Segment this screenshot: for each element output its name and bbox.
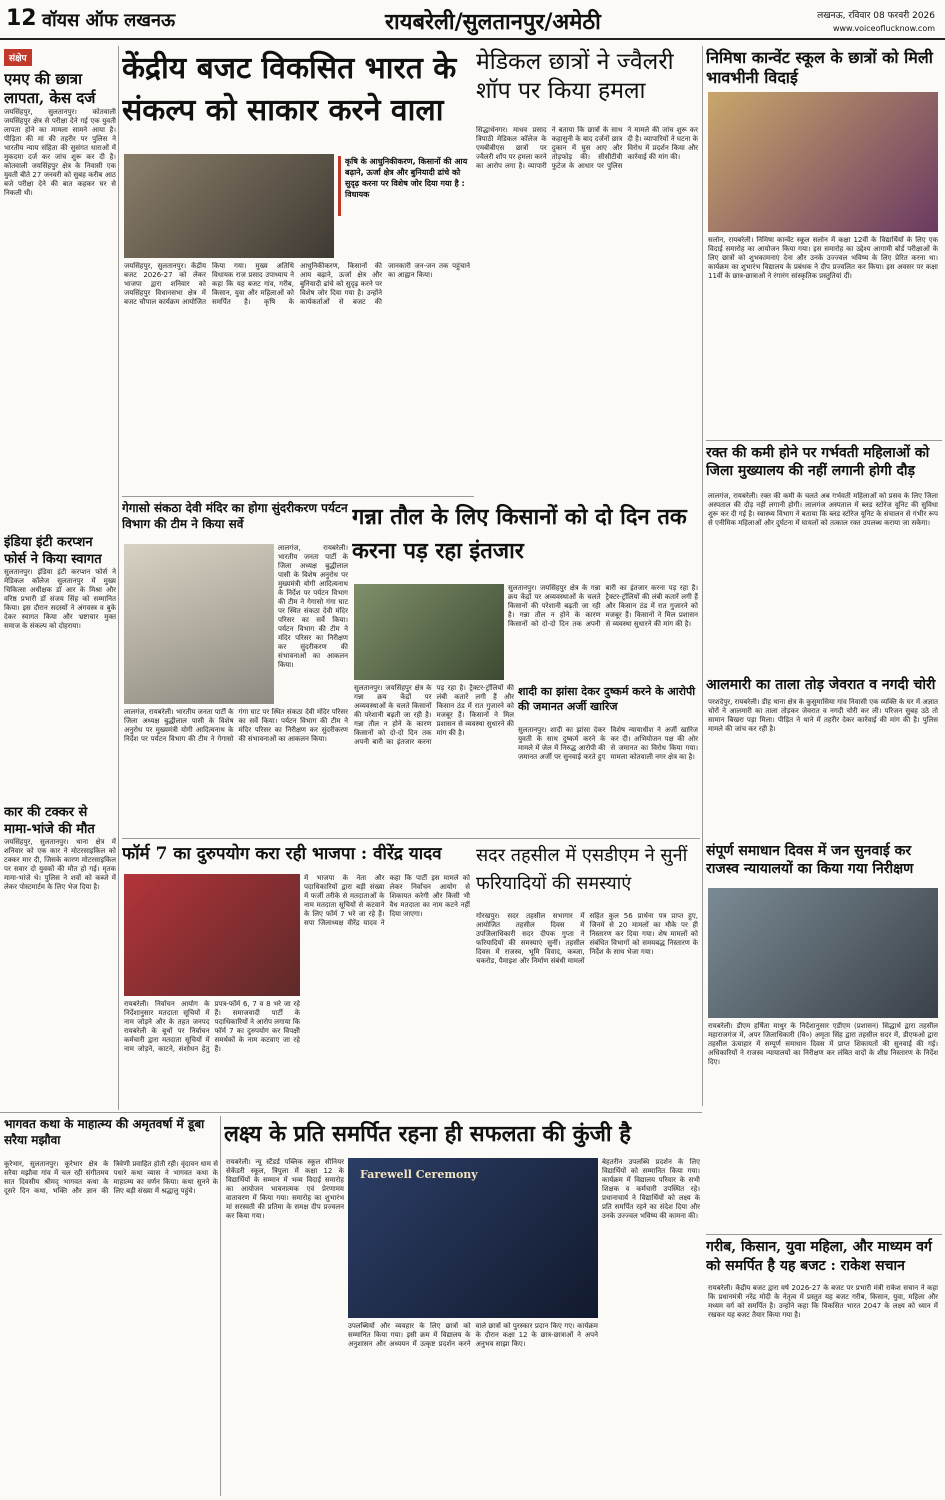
sugarcane-body: सुलतानपुर। जयसिंहपुर क्षेत्र के गन्ना क्रय केंद्रों पर अव्यवस्थाओं के चलते किसानों की परेशानी बढ़ती जा रही है। गन्ना तौल न होने के कारण किसानों को दो-दो दिन तक अपनी बारी का इंतजार करना पड़ रहा है। ट्रैक्टर-ट्रॉलियों की लंबी कतारें लगी हैं और किसान ठंड में रात गुजारने को मजबूर हैं। किसानों ने मिल प्रशासन से व्यवस्था सुधारने की मांग की है। xyxy=(508,584,698,628)
budget-pullquote: कृषि के आधुनिकीकरण, किसानों की आय बढ़ाने, ऊर्जा क्षेत्र और बुनियादी ढांचे को सुदृढ़ करना पर विशेष जोर दिया गया है : विधायक xyxy=(338,156,470,216)
temple-photo xyxy=(124,544,274,704)
brief-3-body: जयसिंहपुर, सुलतानपुर। थाना क्षेत्र में शनिवार को एक कार ने मोटरसाइकिल को टक्कर मार दी, जिसके कारण मोटरसाइकिल पर सवार दो युवकों की मौत हो गई। मृतक मामा-भांजे थे। पुलिस ने शवों को कब्जे में लेकर पोस्टमार्टम के लिए भेज दिया है। xyxy=(4,838,116,891)
nimisha-caption: सलोन, रायबरेली। निमिषा कान्वेंट स्कूल सलोन में कक्षा 12वीं के विद्यार्थियों के लिए एक विदाई समारोह का आयोजन किया गया। इस समारोह का उद्देश्य आगामी बोर्ड परीक्षाओं के लिए छात्रों को शुभकामनाएं देना और उनके उज्ज्वल भविष्य के लिए प्रेरित करना था। कार्यक्रम का शुभारंभ विद्यालय के प्रबंधक ने दीप प्रज्वलित कर किया। इस अवसर पर कक्षा 11वीं के छात्र-छात्राओं ने रंगारंग सांस्कृतिक प्रस्तुतियां दीं। xyxy=(708,236,938,280)
form7-headline: फॉर्म 7 का दुरुपयोग करा रही भाजपा : वीरेंद्र यादव xyxy=(122,844,442,864)
blood-headline-box xyxy=(706,444,940,490)
bail-headline-box xyxy=(518,684,698,724)
nimisha-headline-box xyxy=(706,48,940,88)
theft-body: परशदेपुर, रायबरेली। डीह थाना क्षेत्र के कुसुमासिया गांव निवासी एक व्यक्ति के घर में अज्ञात चोरों ने आलमारी का ताला तोड़कर जेवरात व नगदी चोरी कर ली। परिजन सुबह उठे तो सामान बिखरा पड़ा मिला। पीड़ित ने थाने में तहरीर देकर कार्रवाई की मांग की है। पुलिस मामले की जांच कर रही है। xyxy=(708,698,938,733)
section-tag: संक्षेप xyxy=(4,49,32,66)
story-divider xyxy=(0,1112,702,1113)
sugarcane-headline-box xyxy=(352,500,698,580)
farewell-body-right: बेहतरीन उपलब्धि प्रदर्शन के लिए विद्यार्थियों को सम्मानित किया गया। कार्यक्रम में विद्यालय परिवार के सभी शिक्षक व कर्मचारी उपस्थित रहे। प्रधानाचार्य ने विद्यार्थियों को लक्ष्य के प्रति समर्पित रहने का संदेश दिया और उनके उज्ज्वल भविष्य की कामना की। xyxy=(602,1158,700,1220)
samadhan-headline: संपूर्ण समाधान दिवस में जन सुनवाई कर राजस्व न्यायालयों का किया गया निरीक्षण xyxy=(706,843,914,877)
form7-body-left: रायबरेली। निर्वाचन आयोग के निर्देशानुसार मतदाता सूचियों में नाम जोड़ने और के तहत जनपद रायबरेली के बूथों पर निर्वाचन कर्मचारी द्वारा मतदाता सूचियों में नाम जोड़ने, काटने, संशोधन हेतु प्रपत्र-फॉर्म 6, 7 व 8 भरे जा रहे हैं। समाजवादी पार्टी के पदाधिकारियों ने आरोप लगाया कि फॉर्म 7 का दुरुपयोग कर विपक्षी समर्थकों के नाम कटवाए जा रहे हैं। xyxy=(124,1000,300,1053)
medical-headline-box xyxy=(476,48,698,136)
brief-2-headline: इंडिया इंटी करप्शन फोर्स ने किया स्वागत xyxy=(4,535,102,567)
sugarcane-trucks-photo xyxy=(354,584,504,680)
budget-headline-box xyxy=(122,48,470,148)
masthead xyxy=(0,0,945,40)
page-number: 12 xyxy=(6,6,37,31)
dateline: लखनऊ, रविवार 08 फरवरी 2026 xyxy=(817,11,935,21)
temple-body: लालगंज, रायबरेली। भारतीय जनता पार्टी के जिला अध्यक्ष बुद्धीलाल पासी के विशेष अनुरोध पर मुख्यमंत्री योगी आदित्यनाथ के निर्देश पर पर्यटन विभाग की टीम ने गेगासो गंगा घाट पर स्थित संकठा देवी मंदिर परिसर का सर्वे किया। पर्यटन विभाग की टीम ने मंदिर परिसर का निरीक्षण कर सुंदरीकरण की संभावनाओं का आकलन किया। xyxy=(278,544,348,669)
farewell-headline: लक्ष्य के प्रति समर्पित रहना ही सफलता की कुंजी है xyxy=(224,1121,631,1147)
sugarcane-headline: गन्ना तौल के लिए किसानों को दो दिन तक करना पड़ रहा इंतजार xyxy=(352,504,687,564)
sachan-headline-box xyxy=(706,1238,940,1282)
sachan-headline: गरीब, किसान, युवा महिला, और माध्यम वर्ग को समर्पित है यह बजट : राकेश सचान xyxy=(706,1239,932,1274)
edition-name: रायबरेली/सुलतानपुर/अमेठी xyxy=(385,9,601,35)
story-divider xyxy=(706,440,942,441)
brief-1-headline: एमए की छात्रा लापता, केस दर्ज xyxy=(4,70,96,107)
brief-2-body: सुलतानपुर। इंडिया इंटी करप्शन फोर्स ने मेडिकल कॉलेज सुलतानपुर में मुख्य चिकित्सा अधीक्षक डॉ आर के मिश्रा और वरिष्ठ प्रभारी डॉ संजय सिंह को सम्मानित किया। इस दौरान सदस्यों ने अंगवस्त्र व बुके देकर स्वागत किया और भ्रष्टाचार मुक्त समाज के संकल्प को दोहराया। xyxy=(4,568,116,630)
samadhan-hearing-photo xyxy=(708,888,938,1018)
bail-headline: शादी का झांसा देकर दुष्कर्म करने के आरोपी की जमानत अर्जी खारिज xyxy=(518,685,696,713)
column-rule xyxy=(220,1116,221,1496)
brief-1-body: जयसिंहपुर, सुलतानपुर। कोतवाली जयसिंहपुर क्षेत्र से परीक्षा देने गई एक युवती लापता होने का मामला सामने आया है। पीड़िता की मां की तहरीर पर पुलिस ने भारतीय न्याय संहिता की सुसंगत धाराओं में मुकदमा दर्ज कर जांच शुरू कर दी है। कोतवाली जयसिंहपुर क्षेत्र के निवासी एक युवती बीते 27 जनवरी को सुबह करीब आठ बजे परीक्षा देने की बात कहकर घर से निकली थी। xyxy=(4,108,116,197)
story-divider xyxy=(122,838,700,839)
theft-headline-box xyxy=(706,676,940,696)
farewell-body-mid: उपलब्धियों और व्यवहार के लिए छात्रों को सम्मानित किया गया। इसी क्रम में विद्यालय के अनुशासन और अध्ययन में उत्कृष्ट प्रदर्शन करने वाले छात्रों को पुरस्कार प्रदान किए गए। कार्यक्रम के दौरान कक्षा 12 के छात्र-छात्राओं ने अपने अनुभव साझा किए। xyxy=(348,1322,598,1348)
blood-headline: रक्त की कमी होने पर गर्भवती महिलाओं को जिला मुख्यालय की नहीं लगानी होगी दौड़ xyxy=(706,445,930,479)
temple-body-continued: लालगंज, रायबरेली। भारतीय जनता पार्टी के जिला अध्यक्ष बुद्धीलाल पासी के विशेष अनुरोध पर मुख्यमंत्री योगी आदित्यनाथ के निर्देश पर पर्यटन विभाग की टीम ने गेगासो गंगा घाट पर स्थित संकठा देवी मंदिर परिसर का सर्वे किया। पर्यटन विभाग की टीम ने मंदिर परिसर का निरीक्षण कर सुंदरीकरण की संभावनाओं का आकलन किया। xyxy=(124,708,348,743)
website-link[interactable]: www.voiceoflucknow.com xyxy=(832,24,935,33)
bail-body: सुलतानपुर। शादी का झांसा देकर युवती के साथ दुष्कर्म करने के मामले में जेल में निरुद्ध आरोपी की जमानत अर्जी पर सुनवाई करते हुए विशेष न्यायाधीश ने अर्जी खारिज कर दी। अभियोजन पक्ष की ओर से जमानत का विरोध किया गया। मामला कोतवाली नगर क्षेत्र का है। xyxy=(518,726,698,761)
bhagwat-headline-box xyxy=(4,1116,218,1158)
tehsil-headline: सदर तहसील में एसडीएम ने सुनीं फरियादियों की समस्याएं xyxy=(476,845,688,894)
medical-headline: मेडिकल छात्रों ने ज्वैलरी शॉप पर किया हमला xyxy=(476,49,674,104)
bhagwat-headline: भागवत कथा के माहात्म्य की अमृतवर्षा में डूबा सरैया मझौवा xyxy=(4,1117,205,1147)
temple-headline: गेगासो संकठा देवी मंदिर का होगा सुंदरीकरण पर्यटन विभाग की टीम ने किया सर्वे xyxy=(122,501,348,531)
farewell-headline-box xyxy=(224,1116,700,1154)
theft-headline: आलमारी का ताला तोड़ जेवरात व नगदी चोरी xyxy=(706,677,936,693)
farewell-ceremony-photo xyxy=(348,1158,598,1318)
sachan-body: रायबरेली। केंद्रीय बजट द्वारा वर्ष 2026-27 के बजट पर प्रभारी मंत्री राकेश सचान ने कहा कि प्रधानमंत्री नरेंद्र मोदी के नेतृत्व में प्रस्तुत यह बजट गरीब, किसान, युवा, महिला और मध्यम वर्ग को समर्पित है। उन्होंने कहा कि विकसित भारत 2047 के लक्ष्य को ध्यान में रखकर यह बजट तैयार किया गया है। xyxy=(708,1284,938,1319)
farewell-banner-text: Farewell Ceremony xyxy=(360,1168,478,1181)
farewell-group-photo xyxy=(708,92,938,232)
form7-press-photo xyxy=(124,874,300,996)
brief-3-headline: कार की टक्कर से मामा-भांजे की मौत xyxy=(4,805,95,837)
column-rule xyxy=(118,46,119,1110)
tehsil-headline-box xyxy=(476,842,698,910)
budget-headline: केंद्रीय बजट विकसित भारत के संकल्प को साकार करने वाला xyxy=(122,51,457,128)
budget-body: जयसिंहपुर, सुलतानपुर। केंद्रीय बजट 2026-27 को लेकर भाजपा द्वारा शनिवार को जयसिंहपुर विधानसभा क्षेत्र में बजट चौपाल कार्यक्रम आयोजित किया गया। मुख्य अतिथि विधायक राज प्रसाद उपाध्याय ने कहा कि यह बजट गांव, गरीब, किसान, युवा और महिलाओं को समर्पित है। कृषि के आधुनिकीकरण, किसानों की आय बढ़ाने, ऊर्जा क्षेत्र और बुनियादी ढांचे को सुदृढ़ करने पर विशेष जोर दिया गया है। उन्होंने कार्यकर्ताओं से बजट की जानकारी जन-जन तक पहुंचाने का आह्वान किया। xyxy=(124,262,470,306)
sugarcane-body-continued: सुलतानपुर। जयसिंहपुर क्षेत्र के गन्ना क्रय केंद्रों पर अव्यवस्थाओं के चलते किसानों की परेशानी बढ़ती जा रही है। गन्ना तौल न होने के कारण किसानों को दो-दो दिन तक अपनी बारी का इंतजार करना पड़ रहा है। ट्रैक्टर-ट्रॉलियों की लंबी कतारें लगी हैं और किसान ठंड में रात गुजारने को मजबूर हैं। किसानों ने मिल प्रशासन से व्यवस्था सुधारने की मांग की है। xyxy=(354,684,514,746)
temple-headline-box xyxy=(122,500,348,540)
column-rule xyxy=(702,46,703,1106)
briefs-column xyxy=(4,46,116,1110)
story-divider xyxy=(122,496,474,497)
samadhan-headline-box xyxy=(706,842,940,886)
blood-body: लालगंज, रायबरेली। रक्त की कमी के चलते अब गर्भवती महिलाओं को प्रसव के लिए जिला अस्पताल की दौड़ नहीं लगानी होगी। लालगंज अस्पताल में ब्लड स्टोरेज यूनिट की सुविधा शुरू कर दी गई है। स्वास्थ्य विभाग ने बताया कि ब्लड स्टोरेज यूनिट के संचालन से गंभीर रूप से एनीमिक महिलाओं और दुर्घटना में घायलों को तत्काल रक्त उपलब्ध कराया जा सकेगा। xyxy=(708,492,938,527)
form7-body-right: में भाजपा के नेता और पदाधिकारियों द्वारा बड़ी संख्या में फर्जी तरीके से मतदाताओं के नाम मतदाता सूचियों से कटवाने के लिए फॉर्म 7 भरे जा रहे हैं। सपा जिलाध्यक्ष वीरेंद्र यादव ने कहा कि पार्टी इस मामले को लेकर निर्वाचन आयोग से शिकायत करेगी और किसी भी वैध मतदाता का नाम कटने नहीं दिया जाएगा। xyxy=(304,874,470,927)
medical-body: सिद्धार्थनगर। माधव प्रसाद त्रिपाठी मेडिकल कॉलेज के एमबीबीएस छात्रों पर ज्वैलरी शॉप पर हमला करने का आरोप लगा है। व्यापारी ने बताया कि छात्रों के साथ कहासुनी के बाद दर्जनों छात्र दुकान में घुस आए और तोड़फोड़ की। सीसीटीवी फुटेज के आधार पर पुलिस ने मामले की जांच शुरू कर दी है। व्यापारियों ने घटना के विरोध में प्रदर्शन किया और कार्रवाई की मांग की। xyxy=(476,126,698,170)
bhagwat-body: कूरेभार, सुलतानपुर। कूरेभार क्षेत्र के सरैया मझौवा गांव में चल रही संगीतमय सात दिवसीय श्रीमद् भागवत कथा के दूसरे दिन कथा, भक्ति और ज्ञान की त्रिवेणी प्रवाहित होती रही। वृंदावन धाम से पधारे कथा व्यास ने भागवत कथा के माहात्म्य का वर्णन किया। कथा सुनने के लिए बड़ी संख्या में श्रद्धालु पहुंचे। xyxy=(4,1160,218,1195)
budget-meeting-photo xyxy=(124,154,334,258)
form7-headline-box xyxy=(122,842,470,870)
nimisha-headline: निमिषा कान्वेंट स्कूल के छात्रों को मिली भावभीनी विदाई xyxy=(706,48,933,87)
samadhan-caption: रायबरेली। डीएम हर्षिता माथुर के निर्देशानुसार एडीएम (प्रशासन) सिद्धार्थ द्वारा तहसील महाराजगंज में, अपर जिलाधिकारी (वि०) अमृता सिंह द्वारा तहसील सदर में, डीएफओ द्वारा तहसील ऊंचाहार में सम्पूर्ण समाधान दिवस में प्राप्त शिकायतों की सुनवाई की गई। अधिकारियों ने राजस्व न्यायालयों का निरीक्षण कर लंबित वादों के शीघ्र निस्तारण के निर्देश दिए। xyxy=(708,1022,938,1066)
farewell-body-left: रायबरेली। न्यू स्टैंडर्ड पब्लिक स्कूल सीनियर सेकेंडरी स्कूल, त्रिपुला में कक्षा 12 के विद्यार्थियों के सम्मान में भव्य विदाई समारोह का आयोजन भावनात्मक एवं प्रेरणामय वातावरण में किया गया। समारोह का शुभारंभ मां सरस्वती की प्रतिमा के समक्ष दीप प्रज्वलन कर किया गया। xyxy=(226,1158,344,1220)
tehsil-body: गोरखपुर। सदर तहसील सभागार में आयोजित तहसील दिवस में उपजिलाधिकारी सदर दीपक गुप्ता ने फरियादियों की समस्याएं सुनीं। तहसील दिवस में राजस्व, भूमि विवाद, कब्जा, चकरोड, पैमाइश और निर्माण संबंधी मामलों सहित कुल 56 प्रार्थना पत्र प्राप्त हुए, जिनमें से 20 मामलों का मौके पर ही निस्तारण कर दिया गया। शेष मामलों को संबंधित विभागों को समयबद्ध निस्तारण के निर्देश के साथ भेजा गया। xyxy=(476,912,698,965)
newspaper-name: वॉयस ऑफ लखनऊ xyxy=(42,10,176,31)
story-divider xyxy=(706,1234,942,1235)
